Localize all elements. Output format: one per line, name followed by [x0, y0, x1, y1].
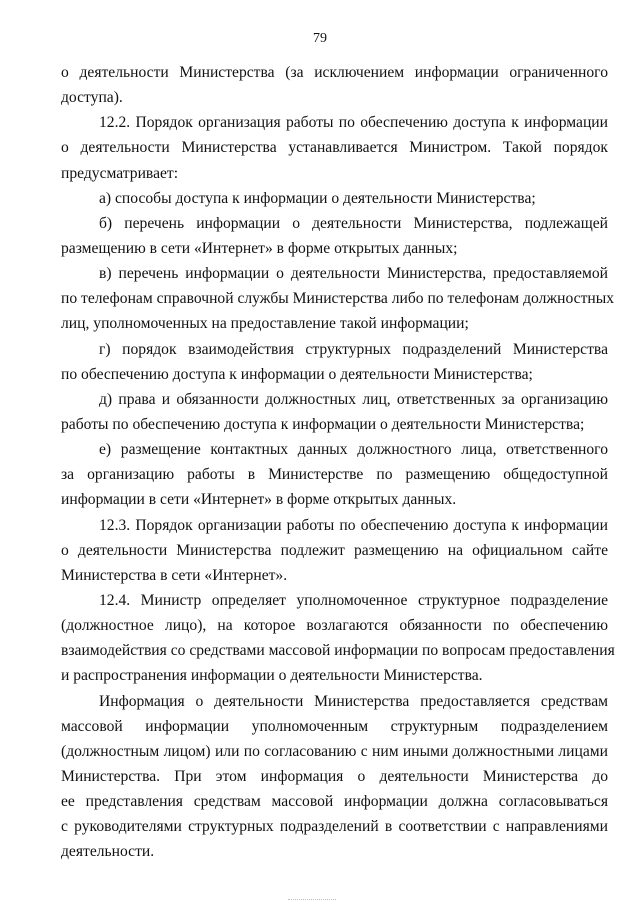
page-number: 79 — [313, 31, 327, 46]
text-line: г) порядок взаимодействия структурных подразделений Министерства — [99, 340, 608, 358]
text-line: лиц, уполномоченных на предоставление такой информации; — [61, 315, 469, 333]
text-line: по обеспечению доступа к информации о деятельности Министерства; — [61, 365, 533, 383]
text-line: Министерства в сети «Интернет». — [61, 566, 288, 584]
text-line: Министерства. При этом информация о деятельности Министерства до — [61, 767, 608, 785]
text-line: предусматривает: — [61, 164, 179, 182]
scan-artifact — [288, 899, 336, 902]
text-line: в) перечень информации о деятельности Министерства, предоставляемой — [99, 265, 608, 283]
text-line: за организацию работы в Министерстве по размещению общедоступной — [61, 466, 608, 484]
text-line: работы по обеспечению доступа к информации о деятельности Министерства; — [61, 415, 585, 433]
text-line: и распространения информации о деятельности Министерства. — [61, 667, 483, 685]
text-line: 12.3. Порядок организации работы по обеспечению доступа к информации — [99, 516, 608, 534]
text-line: б) перечень информации о деятельности Министерства, подлежащей — [99, 214, 608, 232]
text-line: е) размещение контактных данных должностного лица, ответственного — [99, 441, 608, 459]
text-line: массовой информации уполномоченным структурным подразделением — [61, 717, 608, 735]
text-line: информации в сети «Интернет» в форме открытых данных. — [61, 491, 457, 509]
text-line: взаимодействия со средствами массовой информации по вопросам предоставления — [61, 642, 615, 660]
text-line: Информация о деятельности Министерства предоставляется средствам — [99, 692, 608, 710]
text-line: по телефонам справочной службы Министерства либо по телефонам должностных — [61, 290, 615, 308]
text-line: о деятельности Министерства подлежит размещению на официальном сайте — [61, 541, 608, 559]
text-line: о деятельности Министерства (за исключением информации ограниченного — [61, 64, 608, 81]
text-line: ее представления средствам массовой информации должна согласовываться — [61, 793, 608, 811]
text-line: деятельности. — [61, 843, 155, 861]
text-line: (должностным лицом) или по согласованию с ним иными должностными лицами — [61, 742, 608, 760]
text-line: доступа). — [61, 89, 123, 107]
text-line: о деятельности Министерства устанавливается Министром. Такой порядок — [61, 139, 608, 157]
text-line: д) права и обязанности должностных лиц, ответственных за организацию — [99, 390, 608, 408]
text-line: 12.4. Министр определяет уполномоченное структурное подразделение — [99, 591, 608, 609]
text-line: с руководителями структурных подразделений в соответствии с направлениями — [61, 818, 608, 836]
text-line: а) способы доступа к информации о деятельности Министерства; — [99, 189, 536, 207]
document-body — [61, 60, 615, 865]
text-line: 12.2. Порядок организация работы по обеспечению доступа к информации — [99, 114, 608, 132]
text-line: (должностное лицо), на которое возлагаются обязанности по обеспечению — [61, 617, 608, 635]
text-line: размещению в сети «Интернет» в форме открытых данных; — [61, 239, 458, 257]
